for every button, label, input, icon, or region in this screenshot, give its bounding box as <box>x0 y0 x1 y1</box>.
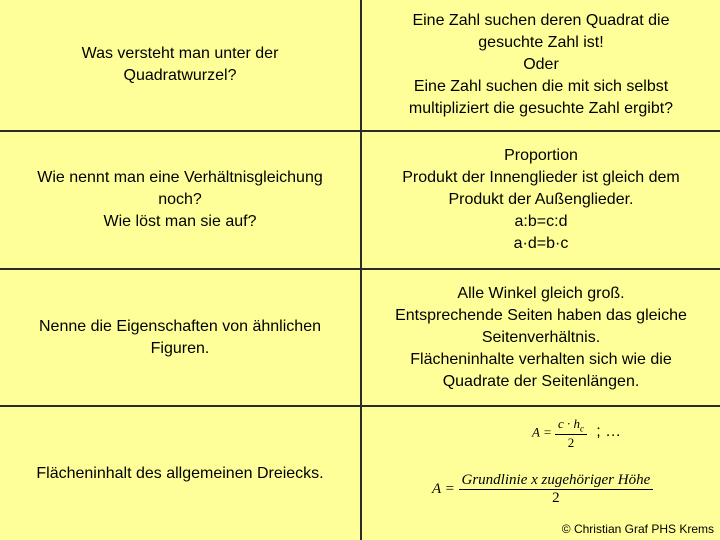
question-2-line: Wie nennt man eine Verhältnisgleichung <box>37 169 323 186</box>
question-3-line: Nenne die Eigenschaften von ähnlichen <box>39 317 321 335</box>
formula2-numerator: Grundlinie x zugehöriger Höhe <box>461 472 651 488</box>
answer-3-line: Quadrate der Seitenlängen. <box>442 372 640 390</box>
answer-2-line: a·d=b·c <box>513 235 569 252</box>
triangle-area-formula-words <box>432 472 653 507</box>
answer-3-line: Flächeninhalte verhalten sich wie die <box>410 350 672 368</box>
question-2-line: Wie löst man sie auf? <box>103 213 257 230</box>
answer-2-line: a:b=c:d <box>514 213 568 230</box>
question-1-line: Was versteht man unter der <box>81 45 279 62</box>
answer-3-line: Seitenverhältnis. <box>481 328 601 346</box>
question-2-line: noch? <box>158 191 202 208</box>
question-4-line: Flächeninhalt des allgemeinen Dreiecks. <box>36 464 324 482</box>
question-2 <box>0 132 360 268</box>
answer-2-line: Produkt der Innenglieder ist gleich dem <box>402 169 680 186</box>
answer-1-line: Oder <box>523 56 559 73</box>
question-3-line: Figuren. <box>150 339 210 357</box>
question-1-line: Quadratwurzel? <box>123 67 237 84</box>
answer-2-line: Produkt der Außenglieder. <box>448 191 634 208</box>
question-3 <box>0 270 360 405</box>
answer-3 <box>362 270 720 405</box>
answer-1-line: gesuchte Zahl ist! <box>478 34 604 51</box>
formula1-lhs: A = <box>532 424 552 440</box>
answer-2 <box>362 132 720 268</box>
question-4 <box>0 407 360 540</box>
triangle-area-formula-short <box>532 416 621 451</box>
answer-1-line: multipliziert die gesuchte Zahl ergibt? <box>408 100 674 117</box>
formula1-numerator: c · h <box>557 416 581 431</box>
answer-1-line: Eine Zahl suchen deren Quadrat die <box>412 12 670 29</box>
question-1 <box>0 0 360 130</box>
formula1-suffix: ; … <box>596 423 622 441</box>
formula2-fraction <box>459 472 654 507</box>
formula1-denominator: 2 <box>567 434 575 450</box>
answer-3-line: Entsprechende Seiten haben das gleiche <box>395 306 687 324</box>
answer-1-line: Eine Zahl suchen die mit sich selbst <box>413 78 669 95</box>
formula2-lhs: A = <box>432 480 455 497</box>
answer-2-line: Proportion <box>504 147 578 164</box>
formula1-fraction <box>555 416 587 451</box>
formula2-denominator: 2 <box>552 490 560 506</box>
copyright-notice: © Christian Graf PHS Krems <box>561 522 714 536</box>
answer-1 <box>362 0 720 130</box>
answer-3-line: Alle Winkel gleich groß. <box>457 284 625 302</box>
formula1-subscript: c <box>580 423 585 434</box>
